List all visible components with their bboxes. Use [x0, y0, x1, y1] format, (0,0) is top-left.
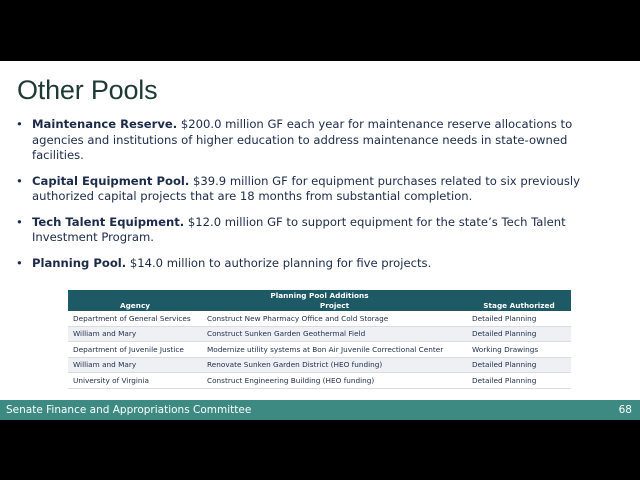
cell-project: Construct New Pharmacy Office and Cold Storage — [202, 311, 467, 326]
cell-stage: Detailed Planning — [467, 311, 571, 326]
bullet-text: $200.0 million GF each year for maintenance reserve allocations to agencies and institutions of higher education to address maintenance needs in state-owned facilities. — [32, 117, 573, 162]
bullet-item — [16, 215, 621, 246]
table-row — [68, 326, 571, 342]
cell-agency: Department of Juvenile Justice — [68, 342, 202, 358]
page-number: 68 — [618, 404, 632, 416]
cell-stage: Detailed Planning — [467, 373, 571, 389]
table-row — [68, 311, 571, 326]
bullet-dot: • — [16, 255, 23, 270]
column-header-project: Project — [202, 300, 467, 311]
slide — [0, 61, 640, 420]
cell-agency: William and Mary — [68, 326, 202, 342]
bullet-list — [16, 117, 621, 281]
cell-agency: University of Virginia — [68, 373, 202, 389]
table-row — [68, 373, 571, 389]
table-row — [68, 342, 571, 358]
bullet-dot: • — [16, 117, 23, 131]
column-header-stage: Stage Authorized — [467, 300, 571, 311]
bullet-text: $14.0 million to authorize planning for five projects. — [126, 255, 432, 270]
bullet-heading: Tech Talent Equipment. — [32, 214, 185, 229]
bullet-text: $39.9 million GF for equipment purchases related to six previously authorized capital projects that are 18 months from substantial completion. — [32, 173, 580, 203]
bullet-dot: • — [16, 214, 23, 229]
bullet-item — [16, 117, 621, 164]
cell-project: Construct Sunken Garden Geothermal Field — [202, 326, 467, 342]
cell-stage: Detailed Planning — [467, 326, 571, 342]
table-row — [68, 357, 571, 373]
cell-stage: Working Drawings — [467, 342, 571, 358]
cell-project: Construct Engineering Building (HEO funding) — [202, 373, 467, 389]
cell-project: Modernize utility systems at Bon Air Juvenile Correctional Center — [202, 342, 467, 358]
bullet-text: $12.0 million GF to support equipment for the state’s Tech Talent Investment Program. — [32, 214, 566, 244]
bullet-heading: Maintenance Reserve. — [32, 117, 178, 131]
footer-committee: Senate Finance and Appropriations Committee — [6, 404, 252, 416]
table-header-row — [68, 300, 571, 311]
bullet-item — [16, 256, 621, 272]
cell-project: Renovate Sunken Garden District (HEO funding) — [202, 357, 467, 373]
bullet-heading: Capital Equipment Pool. — [32, 173, 190, 188]
bullet-item — [16, 174, 621, 205]
cell-agency: Department of General Services — [68, 311, 202, 326]
slide-title: Other Pools — [17, 75, 158, 105]
column-header-agency: Agency — [68, 300, 202, 311]
bullet-dot: • — [16, 173, 23, 188]
footer-bar — [0, 400, 640, 420]
cell-stage: Detailed Planning — [467, 357, 571, 373]
bullet-heading: Planning Pool. — [32, 255, 127, 270]
table-caption-row — [68, 290, 571, 300]
cell-agency: William and Mary — [68, 357, 202, 373]
planning-pool-table — [68, 290, 571, 389]
table-caption: Planning Pool Additions — [68, 290, 571, 300]
